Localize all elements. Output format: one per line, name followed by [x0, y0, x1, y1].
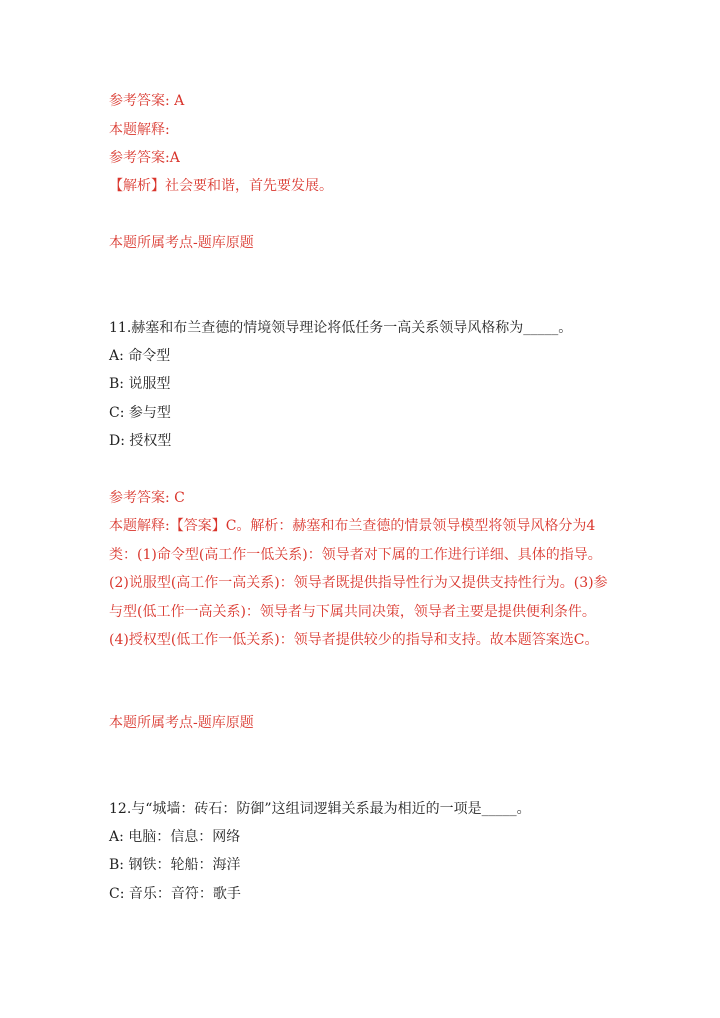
option-a: A: 电脑：信息：网络	[109, 829, 241, 845]
option-c: C: 参与型	[109, 405, 171, 421]
question-11: 11.赫塞和布兰查德的情境领导理论将低任务一高关系领导风格称为_____。	[109, 320, 573, 336]
source-note: 本题所属考点-题库原题	[109, 715, 254, 731]
option-b: B: 说服型	[109, 376, 171, 392]
explanation-label: 本题解释:	[109, 122, 170, 138]
answer-line-2: 参考答案:A	[109, 150, 180, 166]
option-a: A: 命令型	[109, 348, 171, 364]
source-note: 本题所属考点-题库原题	[109, 235, 254, 251]
option-d: D: 授权型	[109, 433, 172, 449]
option-c: C: 音乐：音符：歌手	[109, 886, 241, 902]
option-b: B: 钢铁：轮船：海洋	[109, 857, 241, 873]
question-12: 12.与“城墙：砖石：防御”这组词逻辑关系最为相近的一项是_____。	[109, 801, 531, 817]
explanation-paragraph: 本题解释:【答案】C。解析：赫塞和布兰查德的情景领导模型将领导风格分为4类：(1)命令型(高工作一低关系)：领导者对下属的工作进行详细、具体的指导。(2)说服型(高工作一高关系)：领导者既提供指导性行为又提供支持性行为。(3)参与型(低工作一高关系)：领导者与下属共同决策，领导者主要是提供便利条件。(4)授权型(低工作一低关系)：领导者提供较少的指导和支持。故本题答案选C。	[109, 518, 608, 649]
analysis-text: 【解析】社会要和谐，首先要发展。	[109, 178, 333, 194]
answer-line: 参考答案: C	[109, 490, 185, 506]
answer-line: 参考答案: A	[109, 93, 185, 109]
